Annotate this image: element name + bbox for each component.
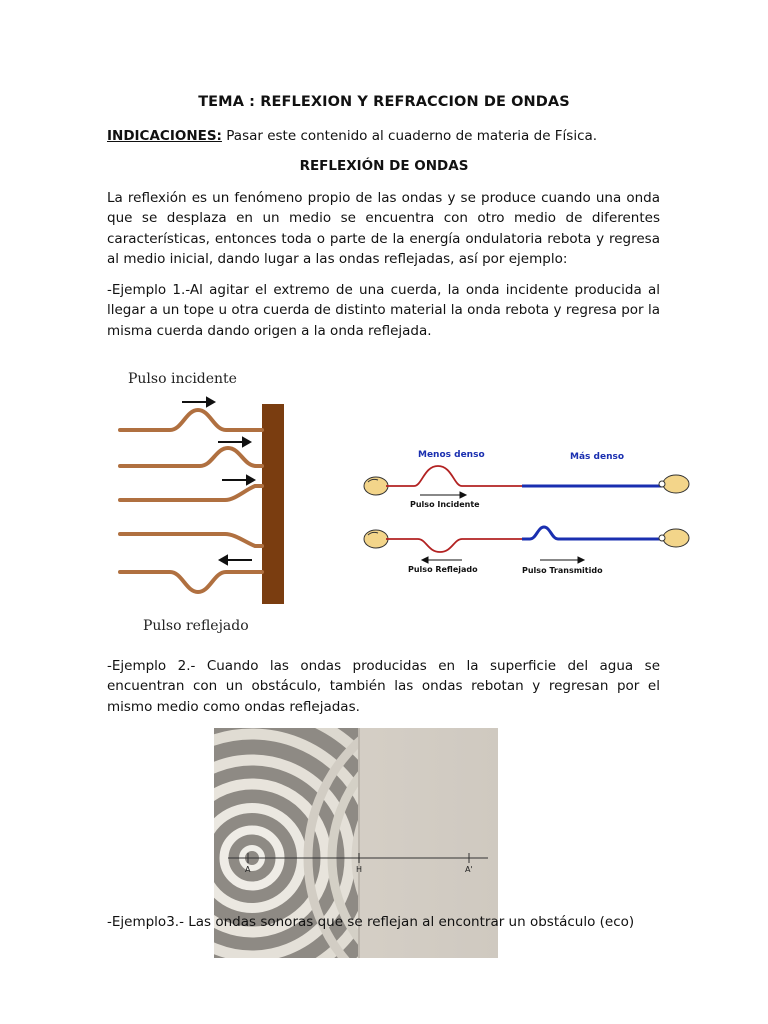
figure-rope-wall [110,362,290,642]
label-pulso-reflejado: Pulso reflejado [143,618,249,634]
label-point-a-prime: A' [465,865,473,874]
hand-right-bottom [659,529,689,547]
label-point-a: A [245,865,251,874]
label-pulso-incidente-2: Pulso Incidente [410,500,480,509]
hand-left-top [364,477,388,495]
paragraph-definition: La reflexión es un fenómeno propio de las ondas y se produce cuando una onda que se desplaza en un medio se encuentra con otro medio de diferentes características, entonces toda o parte de la energía ondulatoria rebota y regresa al medio inicial, dando lugar a las ondas reflejadas, así por ejemplo: [107,190,660,267]
instructions-label: INDICACIONES: [107,128,222,144]
arrow-incident [420,492,466,498]
hand-left-bottom [364,530,388,548]
rope-more-dense-bottom [522,527,662,539]
arrow-reflected [422,557,462,563]
rope-less-dense-top [386,466,522,486]
rope-less-dense-bottom [386,539,522,552]
instructions-line [107,128,597,144]
label-menos-denso: Menos denso [418,450,485,460]
paragraph-example-3: -Ejemplo3.- Las ondas sonoras que se reflejan al encontrar un obstáculo (eco) [107,914,635,930]
wall [262,404,284,604]
paragraph-example-2: -Ejemplo 2.- Cuando las ondas producidas en la superficie del agua se encuentran con un obstáculo, también las ondas rebotan y regresan por el mismo medio como ondas reflejadas. [107,658,660,715]
label-pulso-incidente: Pulso incidente [128,371,237,387]
label-pulso-transmitido: Pulso Transmitido [522,566,603,575]
section-title: REFLEXIÓN DE ONDAS [299,158,469,174]
rope-4 [120,534,262,546]
paragraph-example-1: -Ejemplo 1.-Al agitar el extremo de una cuerda, la onda incidente producida al llegar a un tope u otra cuerda de distinto material la onda rebota y regresa por la misma cuerda dando origen a la onda reflejada. [107,282,660,339]
rope-2 [120,448,262,466]
rope-5 [120,572,262,592]
arrow-transmitted [540,557,584,563]
hand-right-top [659,475,689,493]
instructions-text: Pasar este contenido al cuaderno de materia de Física. [221,128,598,144]
page-title: TEMA : REFLEXION Y REFRACCION DE ONDAS [198,94,570,110]
label-pulso-reflejado-2: Pulso Reflejado [408,565,478,574]
figure-two-media [362,442,694,582]
rope-3 [120,486,262,500]
label-mas-denso: Más denso [570,452,625,462]
rope-group [120,410,262,592]
rope-1 [120,410,262,430]
label-point-h: H [356,865,363,874]
